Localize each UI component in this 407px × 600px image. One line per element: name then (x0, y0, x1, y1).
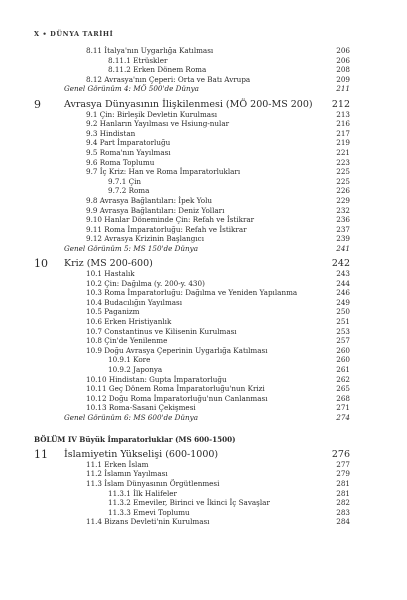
toc-entry-row (34, 489, 350, 499)
toc-page-number: 225 (336, 176, 350, 186)
toc-entry-title: 9.7.1 Çin (108, 176, 142, 186)
toc-page-number: 249 (336, 297, 350, 307)
toc-page-number: 281 (336, 478, 350, 488)
toc-entry-row (34, 403, 350, 413)
toc-entry-title: 11.4 Bizans Devleti'nin Kurulması (86, 517, 210, 527)
toc-page-number: 216 (336, 119, 350, 129)
toc-page-number: 284 (336, 517, 350, 527)
chapter-number: 9 (34, 97, 41, 111)
toc-entry-title: 10.9 Doğu Avrasya Çeperinin Uygarlığa Katılması (86, 345, 268, 355)
toc-entry-row (34, 138, 350, 148)
toc-entry-title: 11.3 İslam Dünyasının Örgütlenmesi (86, 478, 220, 488)
toc-entry-title: 10.9.2 Japonya (108, 365, 163, 374)
toc-entry-row (34, 288, 350, 298)
toc-entry-title: Genel Görünüm 6: MS 600'de Dünya (64, 412, 199, 422)
toc-entry-title: 9.7 İç Kriz: Han ve Roma İmparatorlukları (86, 167, 241, 177)
toc-page-number: 246 (336, 288, 350, 298)
toc-entry-title: 9.9 Avrasya Bağlantıları: Deniz Yolları (86, 205, 225, 215)
toc-entry-title: 10.10 Hindistan: Gupta İmparatorluğu (86, 374, 227, 384)
toc-page-number: 237 (336, 224, 350, 234)
toc-entry-row (34, 234, 350, 244)
toc-entry-title: 8.12 Avrasya'nın Çeperi: Orta ve Batı Avrupa (86, 74, 251, 84)
toc-entry-row (34, 384, 350, 394)
toc-entry-title: 9.2 Hanların Yayılması ve Hsiung-nular (86, 119, 230, 129)
toc-entry-title: 9.8 Avrasya Bağlantıları: İpek Yolu (86, 195, 213, 205)
toc-page-number: 283 (336, 507, 350, 517)
toc-entry-row (34, 119, 350, 129)
header-book-title: DÜNYA TARİHİ (50, 30, 114, 38)
toc-entry-title: Genel Görünüm 4: MÖ 500'de Dünya (64, 84, 199, 94)
toc-entry-title: 8.11 İtalya'nın Uygarlığa Katılması (86, 46, 214, 55)
toc-entry-row (34, 298, 350, 308)
toc-entry-title: 9.3 Hindistan (86, 128, 136, 138)
toc-entry-row (34, 46, 350, 56)
toc-entry-title: 10.3 Roma İmparatorluğu: Dağılma ve Yeniden Yapılanma (86, 288, 298, 298)
toc-entry-title: 11.2 İslamın Yayılması (86, 469, 168, 479)
toc-overview-row (34, 84, 350, 94)
toc-entry-title: BÖLÜM IV Büyük İmparatorluklar (MS 600-1500) (34, 434, 236, 444)
toc-page-number: 211 (336, 84, 350, 94)
toc-entry-row (34, 148, 350, 158)
toc-page-number: 281 (336, 488, 350, 498)
toc-entry-title: 9.12 Avrasya Krizinin Başlangıcı (86, 234, 205, 244)
toc-page-number: 268 (336, 393, 350, 403)
toc-entry-title: 9.6 Roma Toplumu (86, 157, 155, 167)
toc-page-number: 221 (336, 147, 350, 157)
toc-entry-row (34, 75, 350, 85)
toc-chapter-row (34, 97, 350, 111)
toc-page-number: 208 (336, 65, 350, 75)
toc-entry-row (34, 269, 350, 279)
toc-entry-title: 9.4 Part İmparatorluğu (86, 138, 171, 148)
toc-entry-title: 8.11.2 Erken Dönem Roma (108, 65, 207, 75)
toc-entry-title: 10.13 Roma-Sasani Çekişmesi (86, 403, 196, 413)
toc-page-number: 206 (336, 55, 350, 65)
header-page-numeral: X (34, 30, 40, 38)
toc-entry-row (34, 517, 350, 527)
toc-page-number: 260 (336, 345, 350, 355)
toc-page-number: 223 (336, 157, 350, 167)
toc-entry-row (34, 365, 350, 375)
toc-entry-row (34, 186, 350, 196)
toc-entry-row (34, 196, 350, 206)
toc-chapter-row (34, 450, 350, 460)
toc-overview-row (34, 244, 350, 254)
toc-page-number: 239 (336, 234, 350, 244)
toc-entry-title: 9.10 Hanlar Döneminde Çin: Refah ve İstikrar (86, 215, 255, 225)
toc-page-number: 244 (336, 278, 350, 288)
toc-entry-row (34, 317, 350, 327)
toc-entry-row (34, 56, 350, 66)
toc-page-number: 260 (336, 355, 350, 365)
toc-entry-title: 9.1 Çin: Birleşik Devletin Kurulması (86, 109, 218, 119)
toc-page-number: 277 (336, 459, 350, 469)
toc-entry-row (34, 346, 350, 356)
toc-entry-row (34, 110, 350, 120)
toc-entry-title: 10.9.1 Kore (108, 355, 151, 365)
toc-page-number: 217 (336, 128, 350, 138)
toc-entry-row (34, 327, 350, 337)
toc-overview-row (34, 413, 350, 423)
toc-page-number: 250 (336, 307, 350, 317)
toc-page-number: 265 (336, 384, 350, 394)
toc-entry-title: Avrasya Dünyasının İlişkilenmesi (MÖ 200-MS 200) (64, 98, 313, 110)
toc-entry-row (34, 469, 350, 479)
toc-entry-title: Genel Görünüm 5: MS 150'de Dünya (64, 243, 199, 253)
toc-entry-title: 11.3.1 İlk Halifeler (108, 488, 177, 498)
toc-entry-title: 11.1 Erken İslam (86, 459, 149, 469)
toc-part-row (34, 435, 350, 445)
toc-entry-title: 10.4 Budacılığın Yayılması (86, 297, 183, 307)
toc-page-number: 241 (336, 243, 350, 253)
toc-page-number: 274 (336, 412, 350, 422)
toc-entry-row (34, 129, 350, 139)
toc-entry-title: 11.3.2 Emeviler, Birinci ve İkinci İç Savaşlar (108, 498, 270, 508)
toc-page-number: 225 (336, 167, 350, 177)
toc-entry-row (34, 336, 350, 346)
toc-entry-row (34, 65, 350, 75)
chapter-number: 10 (34, 257, 48, 271)
toc-chapter-row (34, 259, 350, 269)
toc-page-number: 206 (336, 46, 350, 55)
toc-page-number: 236 (336, 215, 350, 225)
running-header (34, 30, 113, 38)
toc-entry-title: 9.7.2 Roma (108, 186, 150, 196)
toc-entry-title: İslamiyetin Yükselişi (600-1000) (64, 449, 219, 461)
toc-entry-row (34, 508, 350, 518)
toc-entry-row (34, 206, 350, 216)
toc-page-number: 209 (336, 74, 350, 84)
toc-page-number: 229 (336, 195, 350, 205)
toc-page-number: 243 (336, 269, 350, 279)
toc-page-number: 242 (331, 258, 350, 270)
toc-page-number: 282 (336, 498, 350, 508)
toc-entry-title: 10.11 Geç Dönem Roma İmparatorluğu'nun Krizi (86, 384, 265, 394)
header-bullet: • (42, 30, 48, 38)
toc-entry-title: 9.5 Roma'nın Yayılması (86, 147, 171, 157)
toc-entry-row (34, 479, 350, 489)
toc-entry-title: 10.12 Doğu Roma İmparatorluğu'nun Canlanması (86, 393, 268, 403)
table-of-contents (34, 46, 350, 527)
toc-entry-row (34, 375, 350, 385)
toc-entry-row (34, 498, 350, 508)
toc-page-number: 226 (336, 186, 350, 196)
toc-entry-row (34, 167, 350, 177)
chapter-number: 11 (34, 448, 48, 462)
toc-entry-title: 10.5 Paganizm (86, 307, 140, 317)
toc-entry-row (34, 355, 350, 365)
toc-entry-title: Kriz (MS 200-600) (64, 258, 153, 270)
toc-entry-row (34, 225, 350, 235)
toc-page-number: 213 (336, 109, 350, 119)
toc-entry-row (34, 177, 350, 187)
toc-entry-row (34, 215, 350, 225)
toc-entry-title: 10.8 Çin'de Yenilenme (86, 336, 168, 346)
toc-entry-title: 10.7 Constantinus ve Kilisenin Kurulması (86, 326, 237, 336)
toc-page-number: 262 (336, 374, 350, 384)
toc-entry-title: 10.1 Hastalık (86, 269, 135, 279)
toc-entry-row (34, 158, 350, 168)
toc-entry-title: 8.11.1 Etrüskler (108, 55, 168, 65)
toc-entry-row (34, 394, 350, 404)
toc-page-number: 219 (336, 138, 350, 148)
toc-entry-title: 10.2 Çin: Dağılma (y. 200-y. 430) (86, 278, 205, 288)
toc-entry-title: 11.3.3 Emevi Toplumu (108, 507, 190, 517)
toc-spacer (34, 423, 350, 435)
toc-entry-row (34, 279, 350, 289)
toc-page-number: 212 (331, 98, 350, 110)
toc-page-number: 257 (336, 336, 350, 346)
toc-entry-row (34, 307, 350, 317)
toc-page-number: 261 (336, 365, 350, 374)
toc-page-number: 276 (331, 449, 350, 461)
toc-page-number: 279 (336, 469, 350, 479)
toc-entry-title: 10.6 Erken Hristiyanlık (86, 317, 172, 327)
toc-entry-row (34, 460, 350, 470)
toc-entry-title: 9.11 Roma İmparatorluğu: Refah ve İstikrar (86, 224, 247, 234)
toc-page-number: 232 (336, 205, 350, 215)
toc-page-number: 251 (336, 317, 350, 327)
toc-page-number: 271 (336, 403, 350, 413)
toc-page-number: 253 (336, 326, 350, 336)
